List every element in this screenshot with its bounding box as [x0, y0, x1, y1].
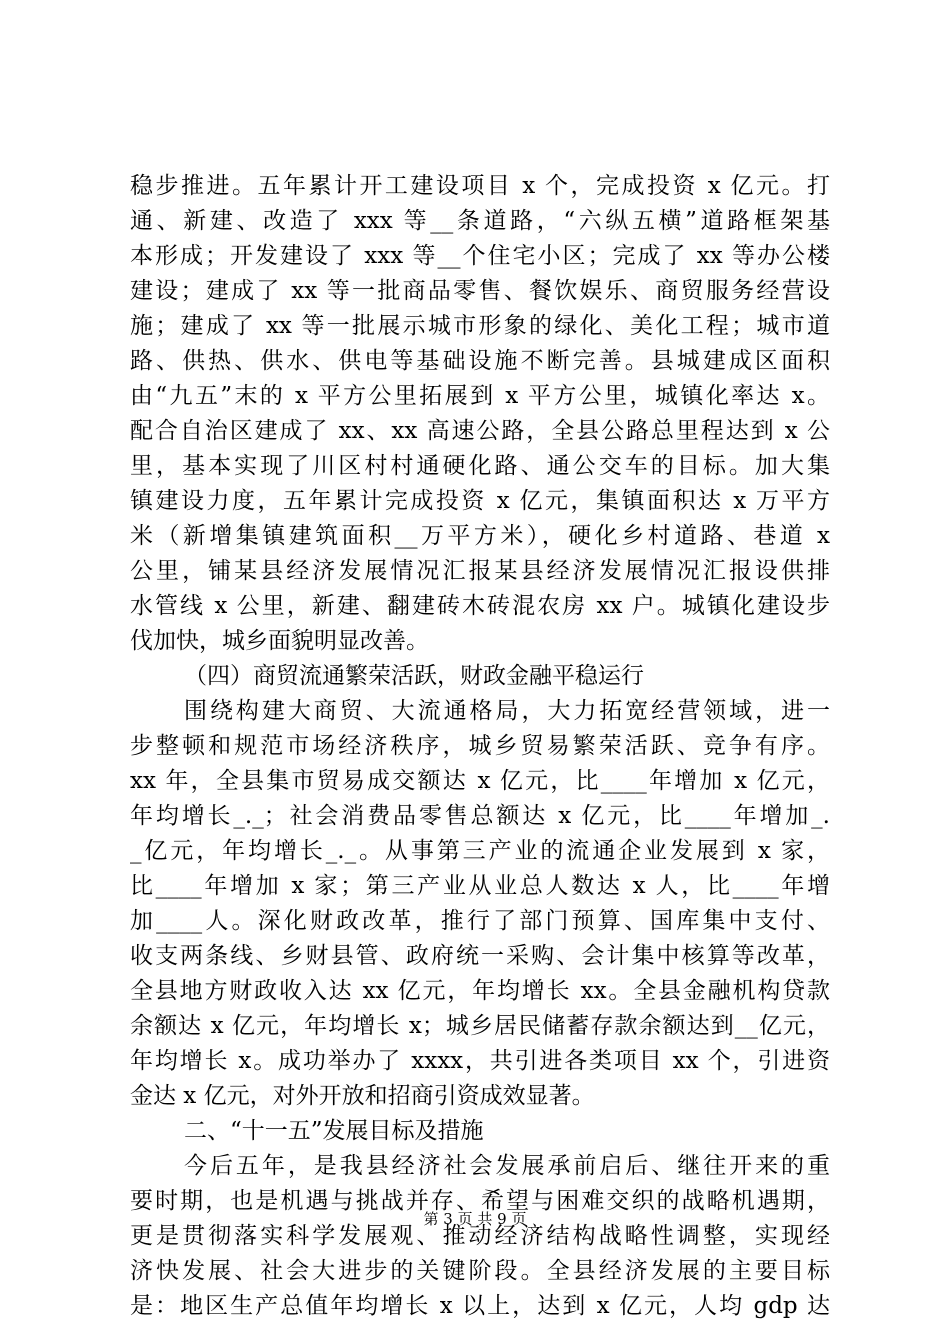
text-line: （四）商贸流通繁荣活跃，财政金融平稳运行	[184, 663, 644, 689]
text-line: 稳步推进。五年累计开工建设项目 x 个，完成投资 x 亿元。打	[130, 173, 830, 199]
page-body	[130, 169, 830, 1324]
text-line: 围绕构建大商贸、大流通格局，大力拓宽经营领域，进一	[184, 698, 830, 724]
section-heading	[130, 659, 830, 694]
text-line: 全县地方财政收入达 xx 亿元，年均增长 xx。全县金融机构贷款	[130, 978, 830, 1004]
page-number-label: 第 3 页 共 9 页	[423, 1210, 527, 1228]
text-line: 更是贯彻落实科学发展观、推动经济结构战略性调整，实现经	[130, 1223, 830, 1249]
text-line: 二、“十一五”发展目标及措施	[184, 1118, 484, 1144]
paragraph	[130, 694, 830, 1114]
text-line: 年均增长 x。成功举办了 xxxx，共引进各类项目 xx 个，引进资	[130, 1048, 830, 1074]
text-line: 是：地区生产总值年均增长 x 以上，达到 x 亿元，人均 gdp 达	[130, 1293, 830, 1319]
page-footer	[0, 1208, 950, 1229]
text-line: 通、新建、改造了 xxx 等__条道路，“六纵五横”道路框架基	[130, 208, 830, 234]
text-line: 镇建设力度，五年累计完成投资 x 亿元，集镇面积达 x 万平方	[130, 488, 830, 514]
text-line: 水管线 x 公里，新建、翻建砖木砖混农房 xx 户。城镇化建设步	[130, 593, 830, 619]
text-line: 要时期，也是机遇与挑战并存、希望与困难交织的战略机遇期，	[130, 1188, 830, 1214]
text-line: 米（新增集镇建筑面积__万平方米），硬化乡村道路、巷道 x	[130, 523, 830, 549]
text-line: 本形成；开发建设了 xxx 等__个住宅小区；完成了 xx 等办公楼	[130, 243, 830, 269]
text-line: 配合自治区建成了 xx、xx 高速公路，全县公路总里程达到 x 公	[130, 418, 830, 444]
text-line: _亿元，年均增长_._。从事第三产业的流通企业发展到 x 家，	[130, 838, 830, 864]
text-line: 济快发展、社会大进步的关键阶段。全县经济发展的主要目标	[130, 1258, 830, 1284]
text-line: 施；建成了 xx 等一批展示城市形象的绿化、美化工程；城市道	[130, 313, 830, 339]
text-line: 加____人。深化财政改革，推行了部门预算、国库集中支付、	[130, 908, 830, 934]
section-heading	[130, 1114, 830, 1149]
text-line: xx 年，全县集市贸易成交额达 x 亿元，比____年增加 x 亿元，	[130, 768, 830, 794]
text-line: 建设；建成了 xx 等一批商品零售、餐饮娱乐、商贸服务经营设	[130, 278, 830, 304]
text-line: 金达 x 亿元，对外开放和招商引资成效显著。	[130, 1083, 595, 1109]
text-line: 伐加快，城乡面貌明显改善。	[130, 628, 429, 654]
paragraph	[130, 169, 830, 659]
text-line: 路、供热、供水、供电等基础设施不断完善。县城建成区面积	[130, 348, 830, 374]
text-line: 公里，铺某县经济发展情况汇报某县经济发展情况汇报设供排	[130, 558, 830, 584]
text-line: 余额达 x 亿元，年均增长 x；城乡居民储蓄存款余额达到__亿元，	[130, 1013, 830, 1039]
text-line: 今后五年，是我县经济社会发展承前启后、继往开来的重	[184, 1153, 830, 1179]
text-line: 年均增长_._；社会消费品零售总额达 x 亿元，比____年增加_.	[130, 803, 830, 829]
text-line: 步整顿和规范市场经济秩序，城乡贸易繁荣活跃、竞争有序。	[130, 733, 830, 759]
text-line: 由“九五”末的 x 平方公里拓展到 x 平方公里，城镇化率达 x。	[130, 383, 830, 409]
text-line: 比____年增加 x 家；第三产业从业总人数达 x 人，比____年增	[130, 873, 830, 899]
text-line: 收支两条线、乡财县管、政府统一采购、会计集中核算等改革，	[130, 943, 830, 969]
paragraph	[130, 1149, 830, 1324]
text-line: 里，基本实现了川区村村通硬化路、通公交车的目标。加大集	[130, 453, 830, 479]
